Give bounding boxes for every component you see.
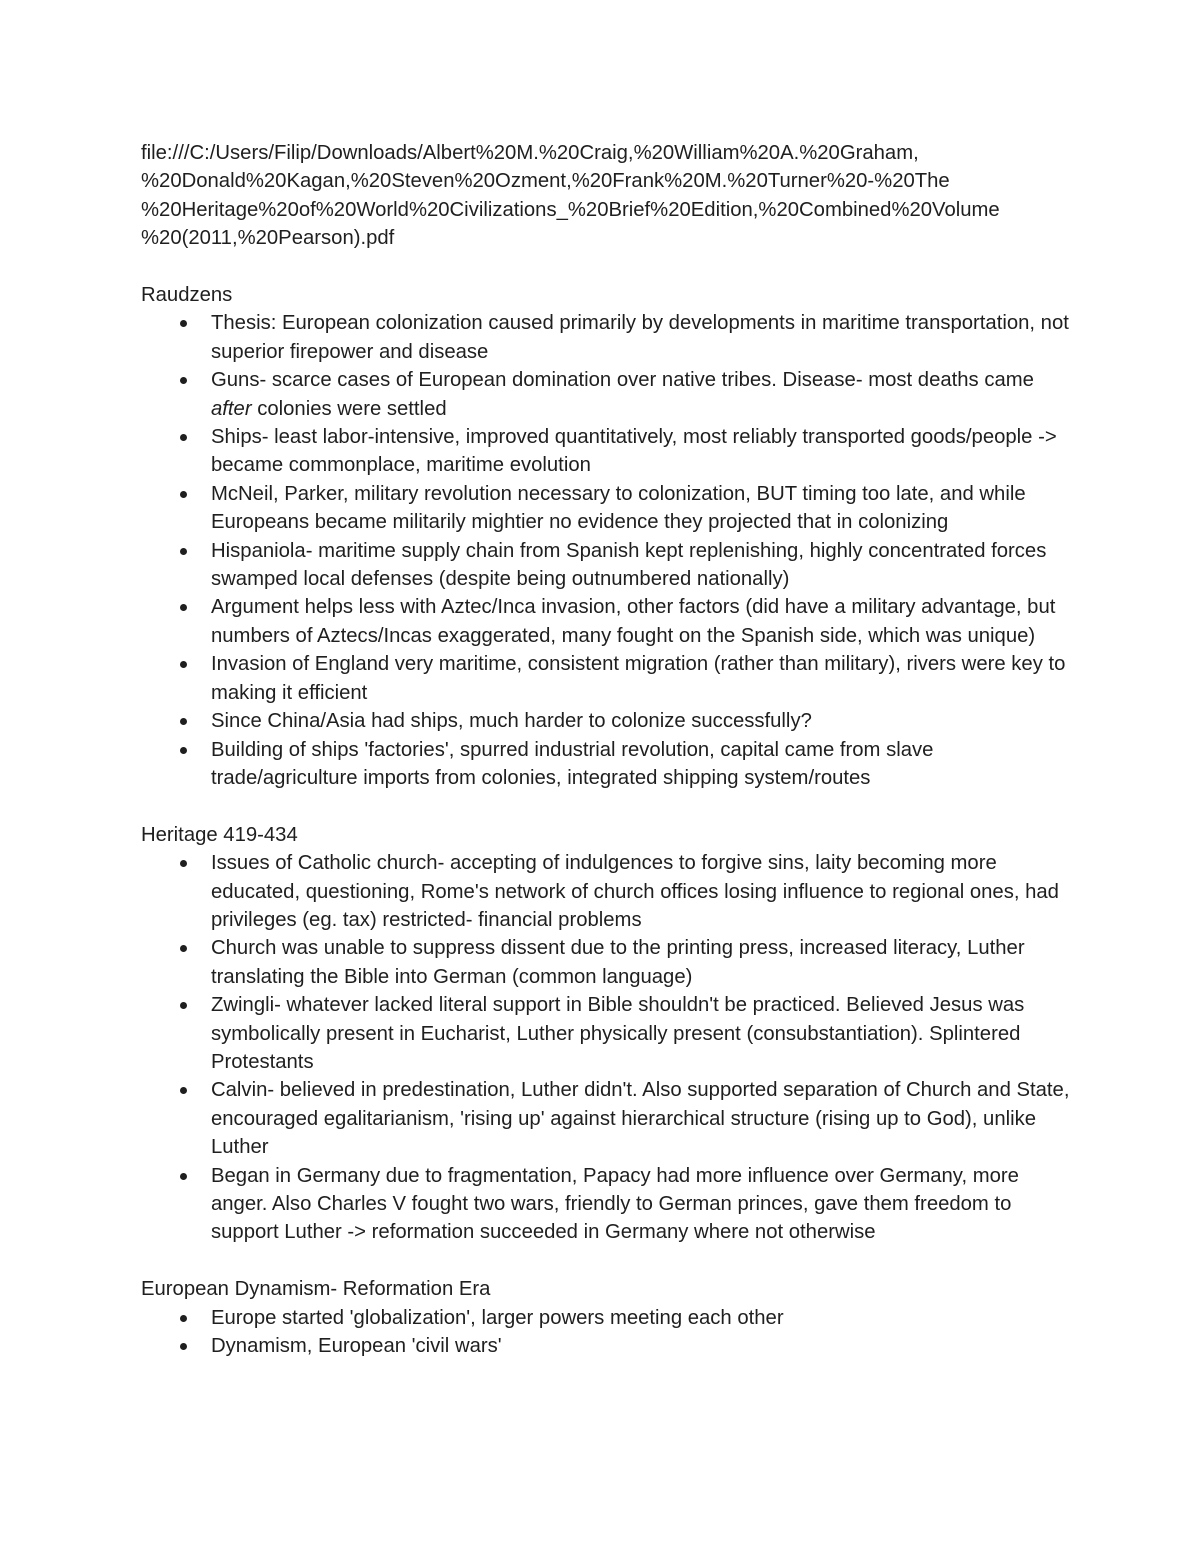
list-item [141, 650, 1071, 707]
section-title: European Dynamism- Reformation Era [141, 1278, 491, 1301]
list-item [141, 1076, 1071, 1161]
bullet-icon [180, 747, 187, 754]
bullet-list [141, 309, 1071, 792]
list-item-text: Zwingli- whatever lacked literal support in Bible shouldn't be practiced. Believed Jesus was symbolically present in Eucharist, Luther physically present (consubstantiation). Splintered Protestants [211, 994, 1025, 1073]
bullet-list [141, 1304, 1071, 1361]
bullet-icon [180, 548, 187, 555]
section-raudzens [141, 281, 1071, 792]
bullet-icon [180, 1002, 187, 1009]
section-european-dynamism [141, 1275, 1071, 1360]
section-title: Raudzens [141, 284, 233, 307]
list-item [141, 849, 1071, 934]
list-item-text: Hispaniola- maritime supply chain from Spanish kept replenishing, highly concentrated forces swamped local defenses (despite being outnumbered nationally) [211, 539, 1047, 591]
bullet-icon [180, 1173, 187, 1180]
bullet-icon [180, 320, 187, 327]
emphasized-text: after [211, 397, 252, 420]
list-item-text: McNeil, Parker, military revolution necessary to colonization, BUT timing too late, and while Europeans became militarily mightier no evidence they projected that in colonizing [211, 482, 1026, 534]
bullet-icon [180, 1343, 187, 1350]
list-item-text: Since China/Asia had ships, much harder to colonize successfully? [211, 710, 812, 733]
section-title: Heritage 419-434 [141, 823, 298, 846]
list-item [141, 1162, 1071, 1247]
list-item-text: Began in Germany due to fragmentation, Papacy had more influence over Germany, more anger. Also Charles V fought two wars, friendly to German princes, gave them freedom to support Luther -> reformation succeeded in Germany where not otherwise [211, 1164, 1019, 1244]
list-item-text-end: colonies were settled [251, 397, 447, 420]
file-path-text: file:///C:/Users/Filip/Downloads/Albert%20M.%20Craig,%20William%20A.%20Graham, %20Donald%20Kagan,%20Steven%20Ozment,%20Frank%20M.%20Turner%20-%20The %20Heritage%20of%20World%20Civilizations_%20Brief%20Edition,%20Combined%20Volume %20(2011,%20Pearson).pdf [141, 142, 1000, 250]
list-item-text: Building of ships 'factories', spurred industrial revolution, capital came from slave trade/agriculture imports from colonies, integrated shipping system/routes [211, 738, 934, 789]
bullet-icon [180, 1087, 187, 1094]
bullet-list [141, 849, 1071, 1247]
list-item [141, 366, 1071, 423]
list-item [141, 1332, 1071, 1360]
list-item-text: Europe started 'globalization', larger powers meeting each other [211, 1306, 784, 1329]
list-item-text: Invasion of England very maritime, consistent migration (rather than military), rivers were key to making it efficient [211, 653, 1066, 704]
list-item [141, 991, 1071, 1076]
list-item [141, 934, 1071, 991]
bullet-icon [180, 377, 187, 384]
list-item [141, 1304, 1071, 1332]
list-item-text: Dynamism, European 'civil wars' [211, 1335, 502, 1358]
list-item [141, 537, 1071, 594]
list-item-text: Thesis: European colonization caused primarily by developments in maritime transportation, not superior firepower and disease [211, 312, 1069, 363]
bullet-icon [180, 1315, 187, 1322]
bullet-icon [180, 718, 187, 725]
section-heritage [141, 821, 1071, 1247]
list-item [141, 593, 1071, 650]
list-item [141, 480, 1071, 537]
bullet-icon [180, 661, 187, 668]
bullet-icon [180, 604, 187, 611]
list-item-text: Church was unable to suppress dissent due to the printing press, increased literacy, Luther translating the Bible into German (common language) [211, 937, 1025, 988]
bullet-icon [180, 491, 187, 498]
list-item [141, 707, 1071, 735]
document-page [141, 139, 1071, 1360]
list-item-text: Calvin- believed in predestination, Luther didn't. Also supported separation of Church and State, encouraged egalitarianism, 'rising up' against hierarchical structure (rising up to God), unlike Luther [211, 1079, 1070, 1159]
list-item [141, 423, 1071, 480]
bullet-icon [180, 945, 187, 952]
bullet-icon [180, 434, 187, 441]
list-item-text-start: Guns- scarce cases of European domination over native tribes. Disease- most deaths came [211, 369, 1034, 392]
list-item [141, 309, 1071, 366]
list-item-text: Ships- least labor-intensive, improved quantitatively, most reliably transported goods/people -> became commonplace, maritime evolution [211, 426, 1057, 477]
bullet-icon [180, 860, 187, 867]
list-item-text: Issues of Catholic church- accepting of indulgences to forgive sins, laity becoming more educated, questioning, Rome's network of church offices losing influence to regional ones, had privileges (eg. tax) restricted- financial problems [211, 852, 1059, 931]
list-item-text: Argument helps less with Aztec/Inca invasion, other factors (did have a military advantage, but numbers of Aztecs/Incas exaggerated, many fought on the Spanish side, which was unique) [211, 596, 1056, 647]
list-item [141, 736, 1071, 793]
